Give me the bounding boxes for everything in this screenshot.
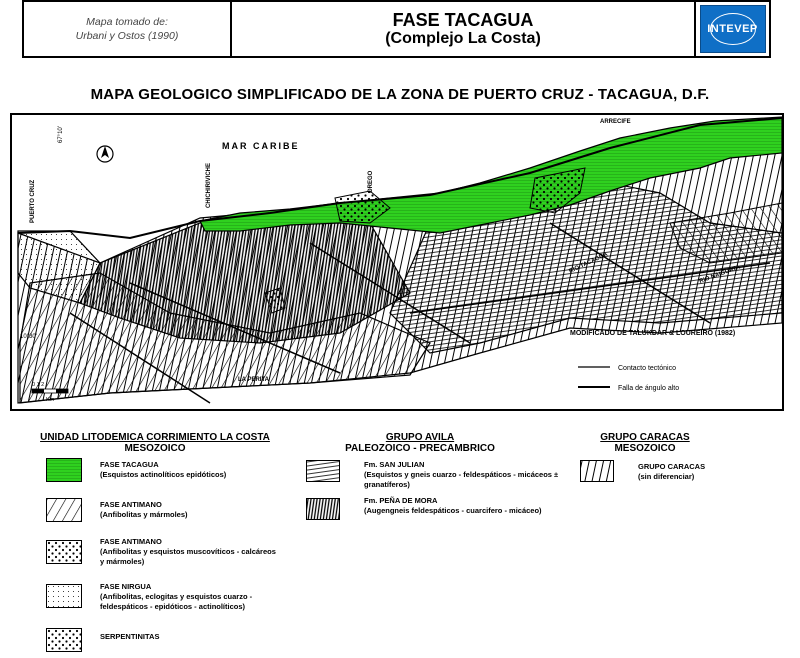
legend-item-desc: (Anfibolitas, eclogitas y esquistos cuarzo - feldespáticos - epidóticos - actinolíticos): [100, 592, 253, 611]
place-label-arrecife: ARRECIFE: [600, 119, 631, 125]
lat-label: 10°30': [20, 334, 37, 340]
place-label-orego: OREGO: [368, 170, 374, 193]
scale-bar: [32, 389, 68, 393]
legend-col2-era: PALEOZOICO - PRECAMBRICO: [345, 443, 495, 454]
swatch-antimano-dots: [46, 540, 82, 564]
legend-item-san-julian: [364, 460, 564, 490]
legend-col1-era: MESOZOICO: [124, 443, 186, 454]
page-subtitle: (Complejo La Costa): [385, 30, 541, 47]
legend-item-name: SERPENTINITAS: [100, 632, 160, 641]
legend-item-name: FASE NIRGUA: [100, 582, 152, 591]
intevep-logo: [700, 5, 766, 53]
legend-item-name: FASE ANTIMANO: [100, 537, 162, 546]
legend-item-desc: (Esquistos y gneis cuarzo - feldespáticos - micáceos ± granatíferos): [364, 470, 559, 489]
contact-line-label: Contacto tectónico: [618, 365, 676, 372]
place-label-rio-naiguata: RIO NAIGUATA: [698, 264, 742, 285]
swatch-pena-de-mora: [306, 498, 340, 520]
legend-item-name: FASE TACAGUA: [100, 460, 159, 469]
legend-item-name: GRUPO CARACAS: [638, 462, 706, 471]
legend-item-pena-de-mora: [364, 496, 584, 516]
scale-unit: Km: [46, 397, 55, 403]
legend-item-desc: (Augengneis feldespáticos - cuarcifero - micáceo): [364, 506, 542, 515]
map-title: MAPA GEOLOGICO SIMPLIFICADO DE LA ZONA DE PUERTO CRUZ - TACAGUA, D.F.: [90, 86, 710, 103]
legend-item-name: FASE ANTIMANO: [100, 500, 162, 509]
logo-cell: [696, 2, 769, 56]
header-box: [22, 0, 771, 58]
swatch-serpentinitas: [46, 628, 82, 652]
legend-col2-head: [340, 432, 500, 454]
geologic-map: [10, 113, 784, 411]
legend-col3-heading: GRUPO CARACAS: [600, 432, 690, 443]
source-credit: [24, 2, 232, 56]
legend-item-caracas: [638, 462, 758, 482]
legend-col1-heading: UNIDAD LITODEMICA CORRIMIENTO LA COSTA: [40, 432, 270, 443]
legend-col1-head: [40, 432, 270, 454]
legend-item-desc: (Anfibolitas y esquistos muscovíticos - calcáreos y mármoles): [100, 547, 276, 566]
map-svg: [10, 113, 784, 411]
swatch-san-julian: [306, 460, 340, 482]
title-block: [232, 2, 696, 56]
sea-label: MAR CARIBE: [222, 141, 300, 151]
legend-col3-head: [590, 432, 700, 454]
legend-item-nirgua: [100, 582, 300, 612]
legend-item-desc: (Anfibolitas y mármoles): [100, 510, 188, 519]
map-credit: MODIFICADO DE TALUKDAR & LOUREIRO (1982): [570, 330, 736, 337]
legend-item-tacagua: [100, 460, 226, 480]
place-label-chichiriviche: CHICHIRIVICHE: [206, 162, 212, 208]
scale-numbers: 0 1 2: [32, 382, 45, 388]
swatch-tacagua: [46, 458, 82, 482]
credit-line-1: Mapa tomado de:: [86, 16, 168, 28]
swatch-caracas: [580, 460, 614, 482]
north-arrow-icon: [97, 146, 113, 162]
place-label-la-perita: LA PERITA: [238, 377, 269, 383]
fault-line-label: Falla de ángulo alto: [618, 385, 680, 392]
legend-item-antimano-2: [100, 537, 280, 567]
legend-item-name: Fm. SAN JULIAN: [364, 460, 425, 469]
logo-text: INTEVEP: [707, 23, 758, 35]
legend-col2-heading: GRUPO AVILA: [385, 432, 455, 443]
credit-line-2: Urbani y Ostos (1990): [75, 30, 179, 42]
lon-label: 67°10': [58, 126, 64, 143]
swatch-nirgua: [46, 584, 82, 608]
legend-item-antimano-1: [100, 500, 188, 520]
place-label-rio-tacagua: RIO TACAGUA: [568, 251, 609, 275]
legend-item-desc: (sin diferenciar): [638, 472, 695, 481]
legend-col3-era: MESOZOICO: [614, 443, 676, 454]
place-label-puerto-cruz: PUERTO CRUZ: [30, 179, 36, 223]
legend-item-serpentinitas: [100, 632, 159, 642]
swatch-antimano-diag: [46, 498, 82, 522]
legend-item-desc: (Esquistos actinolíticos epidóticos): [100, 470, 227, 479]
page-title: FASE TACAGUA: [392, 10, 534, 30]
legend-item-name: Fm. PEÑA DE MORA: [364, 496, 438, 505]
